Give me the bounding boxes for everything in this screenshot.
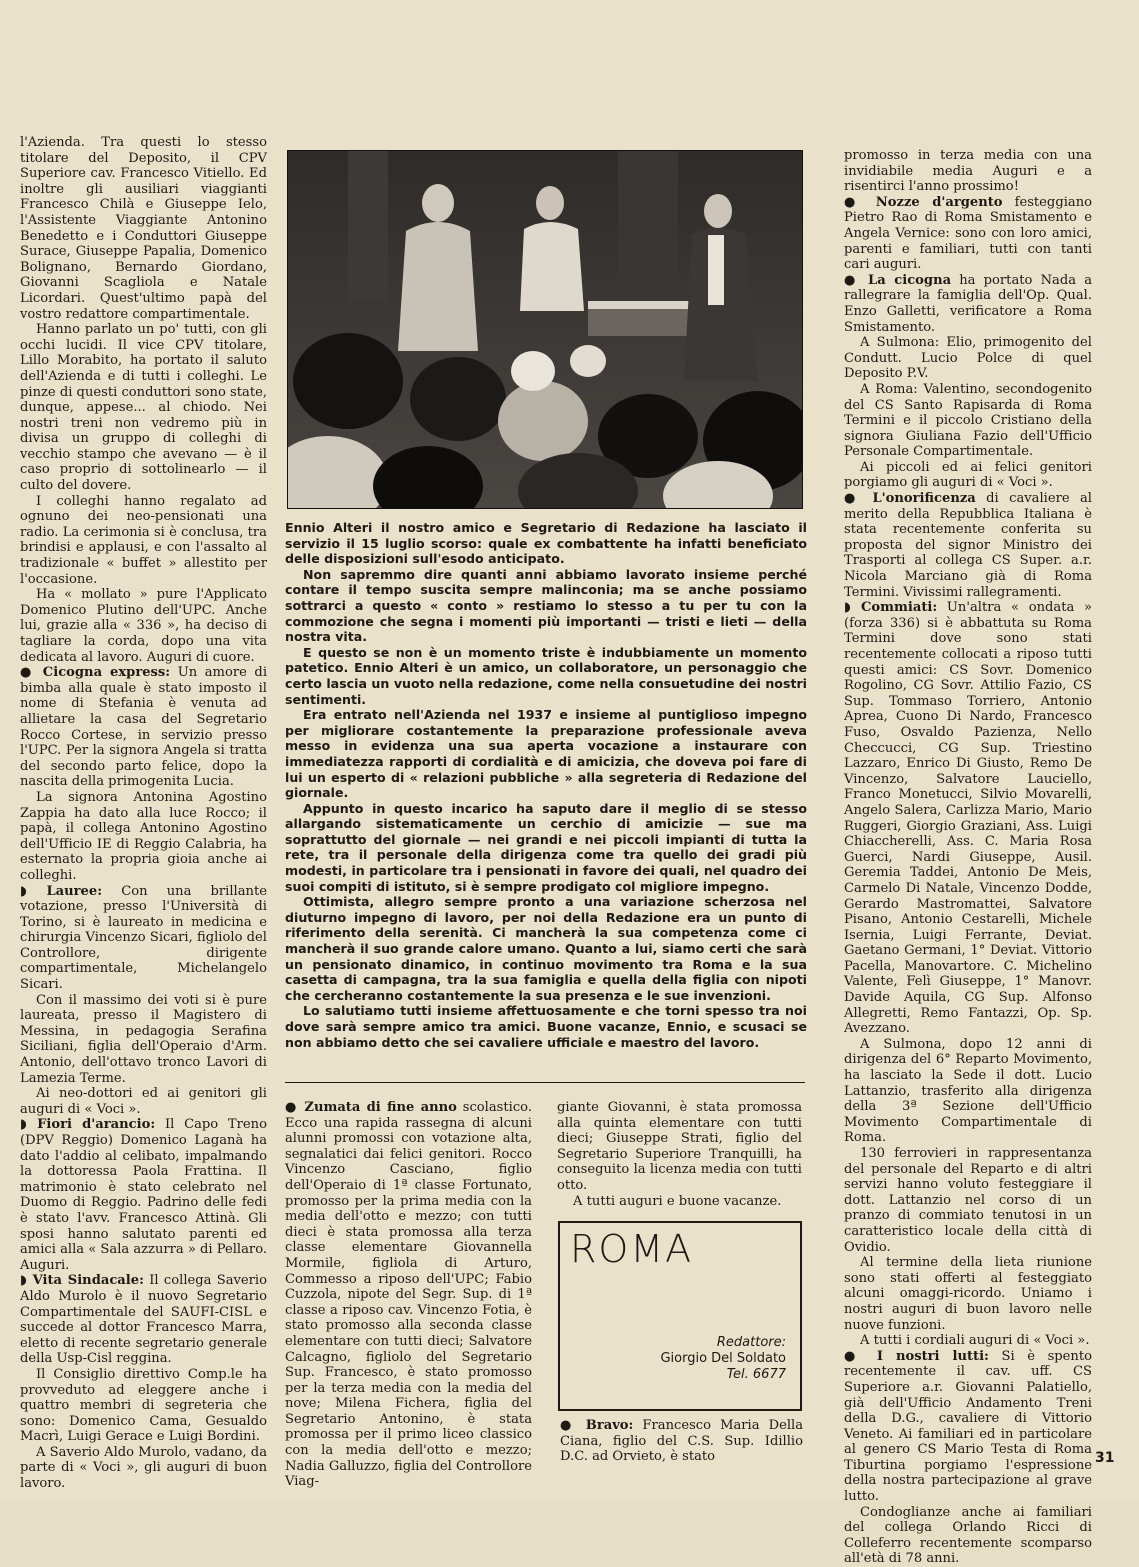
redattore-name: Giorgio Del Soldato [660, 1351, 786, 1366]
col4-paragraph: 130 ferrovieri in rappresentanza del personale del Reparto e di altri servizi hanno voluto festeggiare il dott. Lattanzio nel corso di un pranzo di commiato tenutosi in un caratteristico locale della città di Ovidio. [844, 1146, 1092, 1255]
bravo-paragraph [560, 1418, 803, 1465]
col4-paragraph: Ai piccoli ed ai felici genitori porgiamo gli auguri di « Voci ». [844, 459, 1092, 491]
section-heading: ◗ Lauree: [20, 883, 103, 899]
col4-paragraph: A Sulmona: Elio, primogenito del Condutt. Lucio Polce di quel Deposito P.V. [844, 335, 1092, 382]
section-text: Un amore di bimba alla quale è stato imposto il nome di Stefania è venuta ad allietare la casa del Segretario Rocco Cortese, in servizio presso l'UPC. Per la signora Angela si tratta del secondo parto felice, dopo la nascita della primogenita Lucia. [20, 665, 268, 790]
col1-paragraph: Hanno parlato un po' tutti, con gli occhi lucidi. Il vice CPV titolare, Lillo Morabito, ha portato il saluto dell'Azienda e di tutti i colleghi. Le pinze di questi conduttori sono state, dunque, appese... al chiodo. Nei nostri treni non vedremo più in divisa un gruppo di colleghi di vecchio stampo che avevano — è il caso proprio di sottolinearlo — il culto del dovere. [20, 322, 267, 494]
col4-paragraph [844, 491, 1092, 600]
column-2 [285, 1100, 532, 1490]
col4-paragraph: Condoglianze anche ai familiari del collega Orlando Ricci di Colleferro recentemente scomparso all'età di 78 anni. [844, 1504, 1092, 1567]
col1-paragraph [20, 1273, 267, 1367]
caption-paragraph: Ennio Alteri il nostro amico e Segretario di Redazione ha lasciato il servizio il 15 luglio scorso: quale ex combattente ha infatti beneficiato delle disposizioni sull'esodo anticipato. [285, 520, 807, 567]
section-heading: ● Cicogna express: [20, 665, 171, 681]
roma-section-box [558, 1221, 802, 1411]
col3-paragraph: giante Giovanni, è stata promossa alla quinta elementare con tutti dieci; Giuseppe Strati, figlio del Segretario Superiore Tranquilli, ha conseguito la licenza media con tutti otto. [557, 1100, 802, 1193]
ceremony-photo [287, 150, 803, 509]
section-heading: ◗ Fiori d'arancio: [20, 1117, 156, 1133]
page-number: 31 [1095, 1450, 1115, 1466]
col3-paragraph: A tutti auguri e buone vacanze. [573, 1193, 782, 1209]
col4-paragraph: A Roma: Valentino, secondogenito del CS Santo Rapisarda di Roma Termini e il piccolo Cristiano della signora Giuliana Fazio dell'Ufficio Personale Compartimentale. [844, 381, 1092, 460]
section-heading: ● Bravo: [560, 1418, 634, 1433]
col4-paragraph: A tutti i cordiali auguri di « Voci ». [860, 1333, 1090, 1349]
section-heading: ● Nozze d'argento [844, 194, 1003, 210]
section-heading: ● La cicogna [844, 272, 952, 288]
photo-illustration [288, 151, 802, 508]
column-3 [557, 1100, 802, 1209]
col1-paragraph [20, 1117, 267, 1273]
col2-paragraph [285, 1100, 532, 1490]
caption-paragraph: E questo se non è un momento triste è indubbiamente un momento patetico. Ennio Alteri è un amico, un collaboratore, un personaggio che certo lascia un vuoto nella redazione, come nella consuetudine dei nostri sentimenti. [285, 644, 807, 707]
caption-article [285, 520, 807, 1050]
col4-paragraph [844, 600, 1092, 1037]
col1-paragraph: l'Azienda. Tra questi lo stesso titolare del Deposito, il CPV Superiore cav. Francesco Vitiello. Ed inoltre gli ausiliari viaggianti Francesco Chilà e Giuseppe Ielo, l'Assistente Viaggiante Antonino Benedetto e i Conduttori Giuseppe Surace, Giuseppe Papalia, Domenico Bolignano, Bernardo Giordano, Giovanni Scagliola e Natale Licordari. Quest'ultimo papà del vostro redattore compartimentale. [20, 135, 267, 322]
redattore-info [586, 1335, 786, 1383]
section-text: ha portato Nada a rallegrare la famiglia dell'Op. Qual. Enzo Galletti, verificatore a Roma Smistamento. [844, 272, 1092, 335]
section-heading: ● L'onorificenza [844, 491, 976, 507]
col1-paragraph: Il Consiglio direttivo Comp.le ha provveduto ad eleggere anche i quattro membri di segreteria che sono: Domenico Cama, Gesualdo Macrì, Luigi Gerace e Luigi Bordini. [20, 1366, 267, 1445]
section-text: Un'altra « ondata » (forza 336) si è abbattuta su Roma Termini dove sono stati recentemente collocati a riposo tutti questi amici: CS Sovr. Domenico Rogolino, CG Sovr. Attilio Fazio, CS Sup. Tommaso Torriero, Antonio Aprea, Cuono Di Nardo, Francesco Fuso, Osvaldo Pazienza, Nello Checcucci, CG Sup. Triestino Lazzaro, Enrico Di Giusto, Remo De Vincenzo, Salvatore Lauciello, Franco Monetucci, Silvio Movarelli, Angelo Salera, Carlizza Mario, Mario Ruggeri, Giorgio Graziani, Ass. Luigi Chiaccherelli, Ass. C. Maria Rosa Guerci, Nardi Giuseppe, Ausil. Geremia Taddei, Antonio De Meis, Carmelo Di Natale, Vincenzo Dodde, Gerardo Mastromattei, Salvatore Pisano, Antonio Cestarelli, Michele Isernia, Luigi Ferrante, Deviat. Gaetano Germani, 1° Deviat. Vittorio Pacella, Manovartore. C. Michelino Valente, Felì Giuseppe, 1° Manovr. Davide Aquila, CG Sup. Alfonso Allegretti, Remo Fantazzi, Op. Sp. Avezzano. [844, 600, 1092, 1037]
col1-paragraph: Ha « mollato » pure l'Applicato Domenico Plutino dell'UPC. Anche lui, grazie alla « 336 », ha deciso di tagliare la corda, dopo una vita dedicata al lavoro. Auguri di cuore. [20, 587, 267, 665]
col1-paragraph [20, 665, 267, 790]
section-divider [285, 1082, 805, 1083]
col1-paragraph: La signora Antonina Agostino Zappia ha dato alla luce Rocco; il papà, il collega Antonino Agostino dell'Ufficio IE di Reggio Calabria, ha esternato la propria gioia anche ai colleghi. [20, 789, 267, 883]
column-4 [844, 148, 1092, 1567]
section-text: Con una brillante votazione, presso l'Università di Torino, si è laureato in medicina e chirurgia Vincenzo Sicari, figliolo del Controllore, dirigente compartimentale, Michelangelo Sicari. [20, 883, 267, 993]
section-heading: ● I nostri lutti: [844, 1348, 989, 1364]
section-text: Il collega Saverio Aldo Murolo è il nuovo Segretario Compartimentale del SAUFI-CISL e succede al dottor Francesco Marra, eletto di recente segretario generale della Usp-Cisl reggina. [20, 1273, 267, 1367]
redattore-tel: Tel. 6677 [726, 1367, 786, 1382]
col4-paragraph: A Sulmona, dopo 12 anni di dirigenza del 6° Reparto Movimento, ha lasciato la Sede il dott. Lucio Lattanzio, trasferito alla dirigenza della 3ª Sezione dell'Ufficio Movimento Compartimentale di Roma. [844, 1036, 1092, 1146]
section-text: Si è spento recentemente il cav. uff. CS Superiore a.r. Giovanni Palatiello, già dell'Ufficio Andamento Treni della D.G., cavaliere di Vittorio Veneto. Ai familiari ed in particolare al genero CS Mario Testa di Roma Tiburtina porgiamo l'espressione della nostra partecipazione al grave lutto. [844, 1348, 1092, 1505]
section-heading: ◗ Commiati: [844, 600, 938, 616]
section-heading: ● Zumata di fine anno [285, 1100, 457, 1115]
col1-paragraph [20, 884, 267, 993]
section-text: Francesco Maria Della Ciana, figlio del C.S. Sup. Idillio D.C. ad Orvieto, è stato [560, 1418, 804, 1465]
section-text: festeggiano Pietro Rao di Roma Smistamento e Angela Vernice: sono con loro amici, parenti e familiari, tutti con tanti cari auguri. [844, 194, 1093, 273]
col1-paragraph: Ai neo-dottori ed ai genitori gli auguri di « Voci ». [20, 1086, 267, 1117]
section-text: scolastico. Ecco una rapida rassegna di alcuni alunni promossi con votazione alta, segnalatici dai felici genitori. Rocco Vincenzo Casciano, figlio dell'Operaio di 1ª classe Fortunato, promosso per la prima media con la media dell'otto e mezzo; con tutti dieci è stata promossa alla terza classe elementare Giovannella Mormile, figliola di Arturo, Commesso a riposo dell'UPC; Fabio Cuzzola, nipote del Segr. Sup. di 1ª classe a riposo cav. Vincenzo Fotia, è stato promosso alla seconda classe elementare con tutti dieci; Salvatore Calcagno, figliolo del Segretario Sup. Francesco, è stato promosso per la terza media con la media del nove; Milena Fichera, figlia del Segretario Antonino, è stata promossa per il primo liceo classico con la media dell'otto e mezzo; Nadia Galluzzo, figlia del Controllore Viag- [285, 1100, 532, 1490]
col4-paragraph [844, 195, 1092, 273]
section-heading: ◗ Vita Sindacale: [20, 1273, 144, 1289]
col4-paragraph: promosso in terza media con una invidiabile media Auguri e a risentirci l'anno prossimo! [844, 148, 1092, 195]
caption-paragraph: Era entrato nell'Azienda nel 1937 e insieme al puntiglioso impegno per migliorare costantemente la preparazione professionale aveva messo in evidenza una sua aperta vocazione a instaurare con immediatezza rapporti di cordialità e di amicizia, che doveva poi fare di lui un esperto di « relazioni pubbliche » alla segreteria di Redazione del giornale. [285, 707, 807, 801]
section-text: di cavaliere al merito della Repubblica Italiana è stata recentemente conferita su proposta del signor Ministro dei Trasporti al collega CS Super. a.r. Nicola Marciano già di Roma Termini. Vivissimi rallegramenti. [844, 491, 1092, 600]
roma-title: ROMA [570, 1227, 694, 1271]
section-text: Il Capo Treno (DPV Reggio) Domenico Laganà ha dato l'addio al celibato, impalmando la dottoressa Paola Frattina. Il matrimonio è stato celebrato nel Duomo di Reggio. Padrino delle fedi è stato l'avv. Francesco Attinà. Gli sposi hanno salutato parenti ed amici alla « Sala azzurra » di Pellaro. Auguri. [20, 1117, 268, 1273]
column-1 [20, 135, 267, 1492]
col1-paragraph: Con il massimo dei voti si è pure laureata, presso il Magistero di Messina, in pedagogia Serafina Siciliani, figlia dell'Operaio d'Arm. Antonio, dell'ottavo tronco Lavori di Lamezia Terme. [20, 992, 267, 1086]
caption-paragraph: Appunto in questo incarico ha saputo dare il meglio di se stesso allargando sistematicamente un cerchio di amicizie — sue ma soprattutto del giornale — nei grandi e nei piccoli impianti di tutta la rete, tra il personale della dirigenza come tra quello dei gradi più modesti, in particolare tra i pensionati in favore dei quali, nel quadro dei suoi compiti di istituto, si è sempre prodigato col migliore impegno. [285, 800, 807, 894]
col1-paragraph: A Saverio Aldo Murolo, vadano, da parte di « Voci », gli auguri di buon lavoro. [20, 1444, 267, 1492]
caption-paragraph: Ottimista, allegro sempre pronto a una variazione scherzosa nel diuturno impegno di lavoro, per noi della Redazione era un punto di riferimento della serenità. Ci mancherà la sua competenza come ci mancherà il suo grande calore umano. Quanto a lui, siamo certi che sarà un pensionato dinamico, in continuo movimento tra Roma e la sua casetta di campagna, tra la sua famiglia e quella della figlia con nipoti che cercheranno costantemente la sua presenza e le sue invenzioni. [285, 894, 807, 1003]
col4-paragraph: Al termine della lieta riunione sono stati offerti al festeggiato alcuni omaggi-ricordo. Uniamo i nostri auguri di buon lavoro nelle nuove funzioni. [844, 1255, 1092, 1333]
redattore-label: Redattore: [716, 1335, 786, 1350]
caption-paragraph: Lo salutiamo tutti insieme affettuosamente e che torni spesso tra noi dove sarà sempre amico tra amici. Buone vacanze, Ennio, e scusaci se non abbiamo detto che sei cavaliere ufficiale e maestro del lavoro. [285, 1003, 807, 1050]
col4-paragraph [844, 273, 1092, 335]
caption-paragraph: Non sapremmo dire quanti anni abbiamo lavorato insieme perché contare il tempo suscita sempre malinconia; ma se anche possiamo sottrarci a questo « conto » restiamo lo stesso a tu per tu con la commozione che segna i momenti più importanti — tristi e lieti — della nostra vita. [285, 566, 807, 645]
col1-paragraph: I colleghi hanno regalato ad ognuno dei neo-pensionati una radio. La cerimonia si è conclusa, tra brindisi e applausi, e con l'assalto al tradizionale « buffet » allestito per l'occasione. [20, 493, 267, 587]
col4-paragraph [844, 1349, 1092, 1505]
